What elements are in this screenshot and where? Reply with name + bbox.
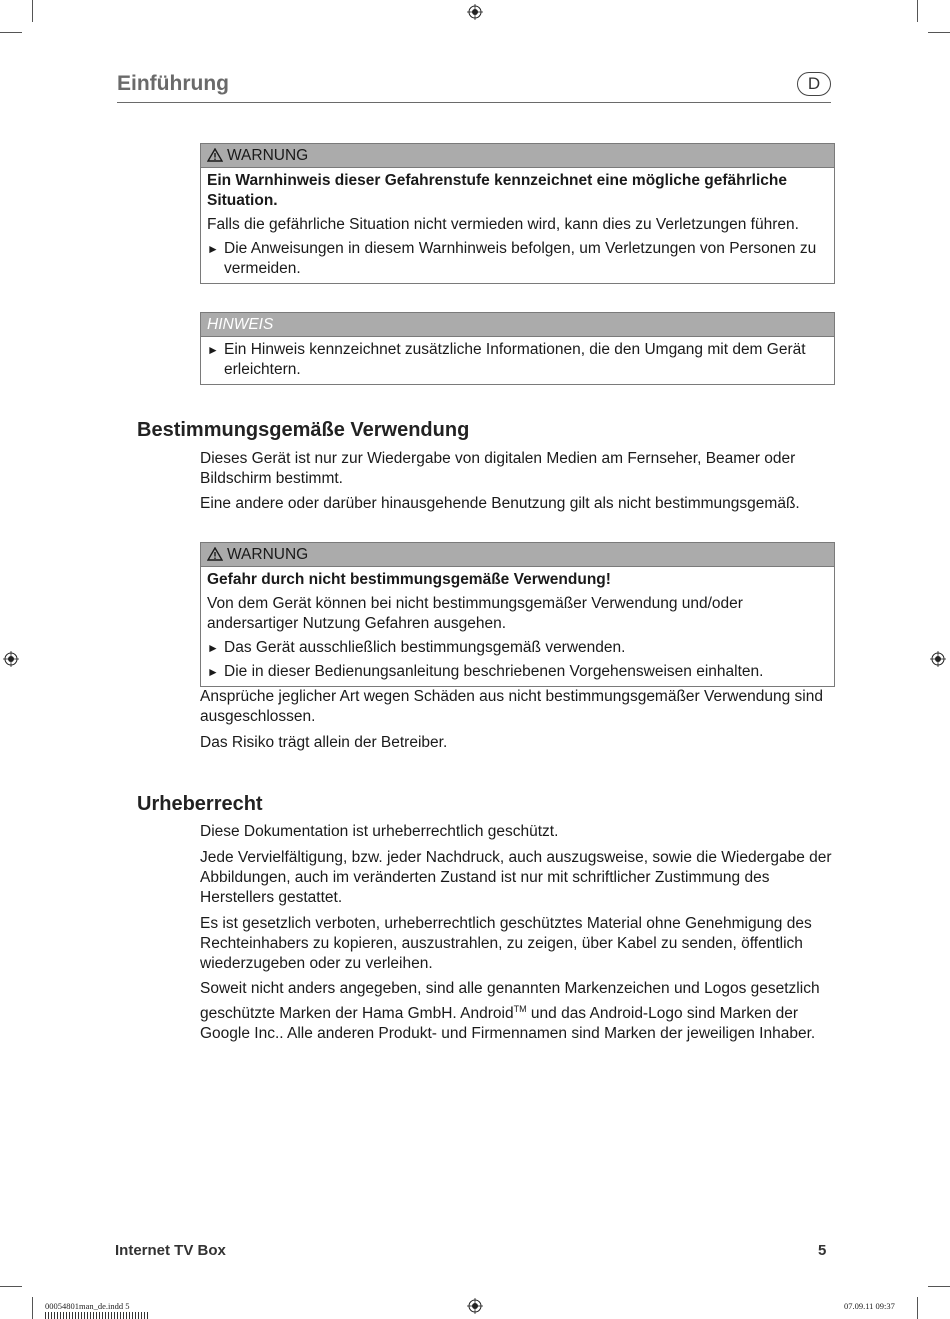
hint-box-header: HINWEIS [201, 313, 834, 337]
paragraph-part: Soweit nicht anders angegeben, sind alle genannten Markenzeichen und Logos gesetzlich geschützte Marken der Hama GmbH. Android [200, 980, 820, 1023]
header-rule [117, 102, 831, 103]
paragraph: Diese Dokumentation ist urheberrechtlich geschützt. [200, 823, 559, 840]
warning-text: Falls die gefährliche Situation nicht vermieden wird, kann dies zu Verletzungen führen. [207, 216, 799, 233]
paragraph: Dieses Gerät ist nur zur Wiedergabe von digitalen Medien am Fernseher, Beamer oder Bildschirm bestimmt. [200, 450, 796, 487]
list-item [207, 340, 828, 380]
list-item [207, 239, 828, 279]
triangle-right-icon: ► [207, 641, 219, 655]
bullet-text: Das Gerät ausschließlich bestimmungsgemäß verwenden. [224, 639, 626, 656]
crop-mark [0, 1286, 22, 1287]
warning-label: WARNUNG [227, 147, 309, 164]
registration-mark-icon [467, 1298, 483, 1314]
language-badge: D [797, 72, 831, 96]
section-heading: Bestimmungsgemäße Verwendung [137, 419, 470, 441]
warning-box [200, 542, 835, 687]
triangle-right-icon: ► [207, 343, 219, 357]
crop-mark [32, 1297, 33, 1319]
crop-mark [0, 32, 22, 33]
warning-bold-text: Gefahr durch nicht bestimmungsgemäße Verwendung! [207, 571, 611, 588]
registration-mark-icon [930, 651, 946, 667]
trademark-sup: TM [513, 1004, 527, 1014]
list-item [207, 638, 828, 658]
page-number: 5 [818, 1242, 827, 1259]
paragraph: Das Risiko trägt allein der Betreiber. [200, 734, 448, 751]
crop-mark [928, 1286, 950, 1287]
warning-text: Von dem Gerät können bei nicht bestimmungsgemäßer Verwendung und/oder andersartiger Nutzung Gefahren ausgehen. [207, 595, 743, 632]
bullet-text: Die in dieser Bedienungsanleitung beschriebenen Vorgehensweisen einhalten. [224, 663, 764, 680]
crop-mark [32, 0, 33, 22]
footer-product: Internet TV Box [115, 1242, 226, 1259]
paragraph-part: und das Android-Logo sind Marken der Google Inc.. Alle anderen Produkt- und Firmennamen sind Marken der jeweiligen Inhaber. [200, 1005, 816, 1043]
bullet-text: Ein Hinweis kennzeichnet zusätzliche Informationen, die den Umgang mit dem Gerät erleichtern. [224, 341, 806, 378]
paragraph: Eine andere oder darüber hinausgehende Benutzung gilt als nicht bestimmungsgemäß. [200, 495, 800, 512]
warning-bold-text: Ein Warnhinweis dieser Gefahrenstufe kennzeichnet eine mögliche gefährliche Situation. [207, 172, 787, 209]
crop-mark [917, 1297, 918, 1319]
registration-mark-icon [467, 4, 483, 20]
slug-bar [45, 1312, 149, 1319]
warning-triangle-icon [207, 148, 223, 162]
list-item [207, 662, 828, 682]
paragraph: Es ist gesetzlich verboten, urheberrechtlich geschütztes Material ohne Genehmigung des Rechteinhabers zu kopieren, auszustrahlen, zu zeigen, über Kabel zu senden, öffentlich wiederzugeben oder zu verleihen. [200, 915, 812, 972]
paragraph: Ansprüche jeglicher Art wegen Schäden aus nicht bestimmungsgemäßer Verwendung sind ausgeschlossen. [200, 688, 823, 725]
slug-date: 07.09.11 09:37 [844, 1301, 895, 1311]
crop-mark [928, 32, 950, 33]
triangle-right-icon: ► [207, 242, 219, 256]
slug-file: 00054801man_de.indd 5 [45, 1301, 130, 1311]
hint-box [200, 312, 835, 385]
warning-box-header [201, 543, 834, 567]
paragraph: Jede Vervielfältigung, bzw. jeder Nachdruck, auch auszugsweise, sowie die Wiedergabe der Abbildungen, auch im veränderten Zustand ist nur mit schriftlicher Zustimmung des Herstellers gestattet. [200, 849, 832, 906]
paragraph [200, 979, 836, 1044]
bullet-text: Die Anweisungen in diesem Warnhinweis befolgen, um Verletzungen von Personen zu vermeiden. [224, 240, 817, 277]
section-heading: Urheberrecht [137, 793, 263, 815]
warning-triangle-icon [207, 547, 223, 561]
triangle-right-icon: ► [207, 665, 219, 679]
warning-box [200, 143, 835, 284]
warning-box-header [201, 144, 834, 168]
registration-mark-icon [3, 651, 19, 667]
crop-mark [917, 0, 918, 22]
warning-label: WARNUNG [227, 546, 309, 563]
page-title: Einführung [117, 72, 229, 95]
